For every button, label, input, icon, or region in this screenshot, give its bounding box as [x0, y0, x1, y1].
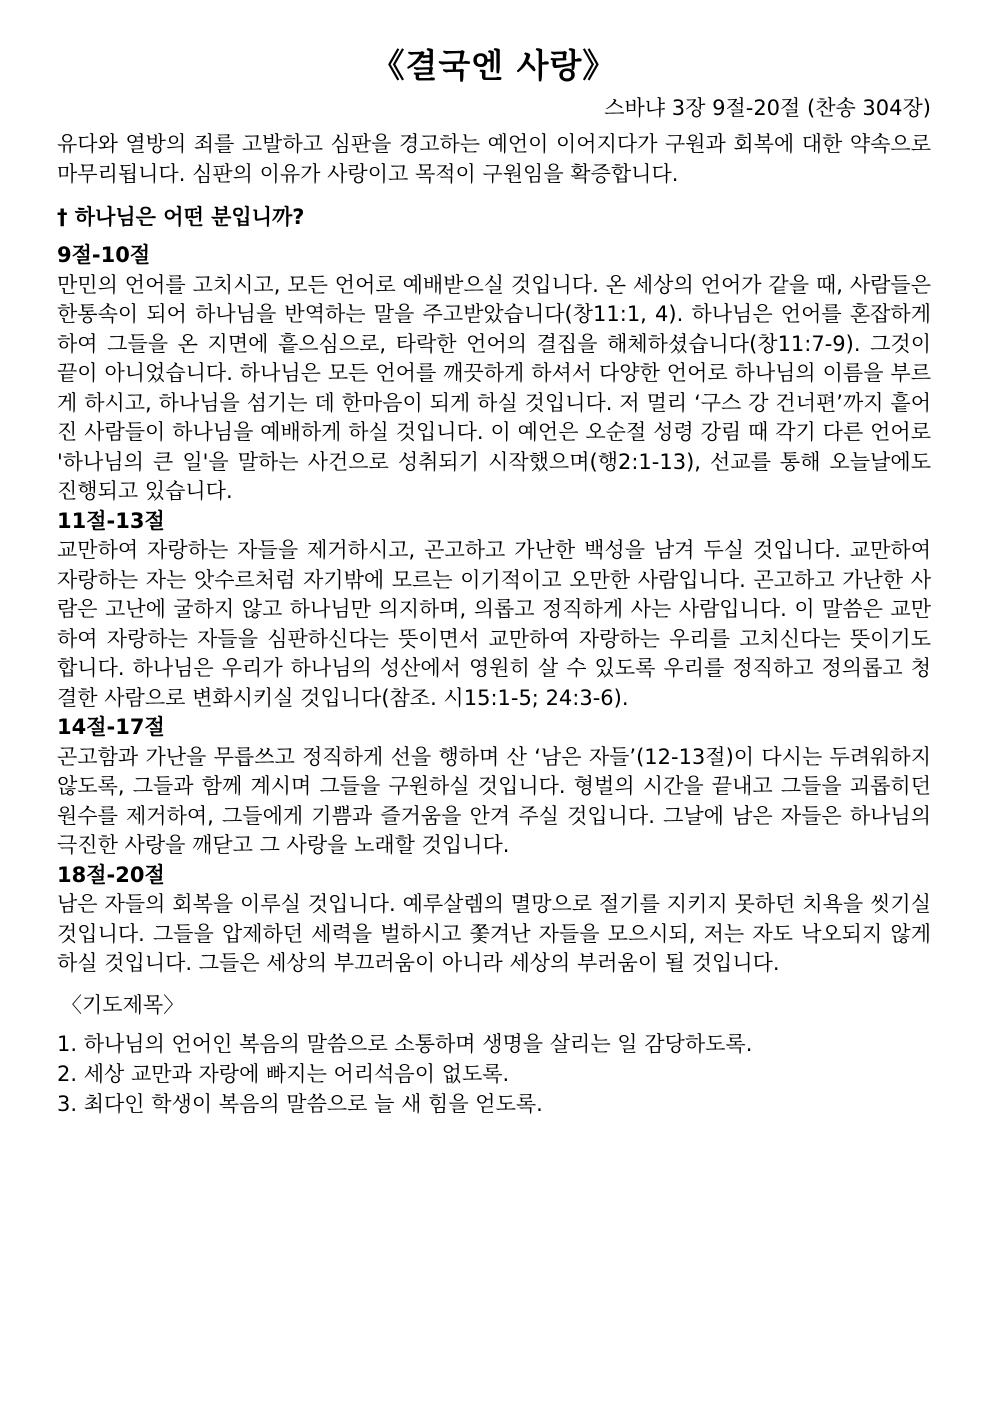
section-11-13	[57, 507, 931, 714]
section-14-17	[57, 713, 931, 861]
intro-paragraph: 유다와 열방의 죄를 고발하고 심판을 경고하는 예언이 이어지다가 구원과 회복에 대한 약속으로 마무리됩니다. 심판의 이유가 사랑이고 목적이 구원임을 확증합니다.	[57, 132, 931, 186]
section-body: 만민의 언어를 고치시고, 모든 언어로 예배받으실 것입니다. 온 세상의 언어가 같을 때, 사람들은 한통속이 되어 하나님을 반역하는 말을 주고받았습니다(창11:1, 4). 하나님은 언어를 혼잡하게 하여 그들을 온 지면에 흩으심으로, 타락한 언어의 결집을 해체하셨습니다(창11:7-9). 그것이 끝이 아니었습니다. 하나님은 모든 언어를 깨끗하게 하셔서 다양한 언어로 하나님의 이름을 부르게 하시고, 하나님을 섬기는 데 한마음이 되게 하실 것입니다. 저 멀리 ‘구스 강 건너편’까지 흩어진 사람들이 하나님을 예배하게 하실 것입니다. 이 예언은 오순절 성령 강림 때 각기 다른 언어로 '하나님의 큰 일'을 말하는 사건으로 성취되기 시작했으며(행2:1-13), 선교를 통해 오늘날에도 진행되고 있습니다.	[57, 272, 931, 503]
section-18-20	[57, 861, 931, 979]
scripture-reference: 스바냐 3장 9절-20절 (찬송 304장)	[604, 96, 931, 120]
section-body: 남은 자들의 회복을 이루실 것입니다. 예루살렘의 멸망으로 절기를 지키지 못하던 치욕을 씻기실 것입니다. 그들을 압제하던 세력을 벌하시고 쫓겨난 자들을 모으시되, 저는 자도 낙오되지 않게 하실 것입니다. 그들은 세상의 부끄러움이 아니라 세상의 부러움이 될 것입니다.	[57, 892, 931, 975]
section-body: 교만하여 자랑하는 자들을 제거하시고, 곤고하고 가난한 백성을 남겨 두실 것입니다. 교만하여 자랑하는 자는 앗수르처럼 자기밖에 모르는 이기적이고 오만한 사람입니다. 곤고하고 가난한 사람은 고난에 굴하지 않고 하나님만 의지하며, 의롭고 정직하게 사는 사람입니다. 이 말씀은 교만하여 자랑하는 자들을 심판하신다는 뜻이면서 교만하여 자랑하는 우리를 고치신다는 뜻이기도 합니다. 하나님은 우리가 하나님의 성산에서 영원히 살 수 있도록 우리를 정직하고 정의롭고 청결한 사람으로 변화시키실 것입니다(참조. 시15:1-5; 24:3-6).	[57, 538, 931, 710]
section-heading: 9절-10절	[57, 243, 151, 267]
document-page	[57, 40, 931, 1119]
prayer-item: 1. 하나님의 언어인 복음의 말씀으로 소통하며 생명을 살리는 일 감당하도록.	[57, 1031, 753, 1056]
prayer-heading: 〈기도제목〉	[61, 992, 185, 1017]
section-body: 곤고함과 가난을 무릅쓰고 정직하게 선을 행하며 산 ‘남은 자들’(12-13절)이 다시는 두려워하지 않도록, 그들과 함께 계시며 그들을 구원하실 것입니다. 형벌의 시간을 끝내고 그들을 괴롭히던 원수를 제거하여, 그들에게 기쁨과 즐거움을 안겨 주실 것입니다. 그날에 남은 자들은 하나님의 극진한 사랑을 깨닫고 그 사랑을 노래할 것입니다.	[57, 744, 931, 857]
section-9-10	[57, 241, 931, 507]
section-heading: 18절-20절	[57, 862, 165, 887]
question-heading: † 하나님은 어떤 분입니까?	[57, 205, 305, 229]
section-heading: 14절-17절	[57, 715, 165, 739]
section-heading: 11절-13절	[57, 508, 165, 533]
prayer-item: 2. 세상 교만과 자랑에 빠지는 어리석음이 없도록.	[57, 1061, 510, 1086]
prayer-item: 3. 최다인 학생이 복음의 말씀으로 늘 새 힘을 얻도록.	[57, 1091, 543, 1116]
prayer-list	[57, 1029, 931, 1119]
page-title: 《결국엔 사랑》	[371, 46, 617, 85]
